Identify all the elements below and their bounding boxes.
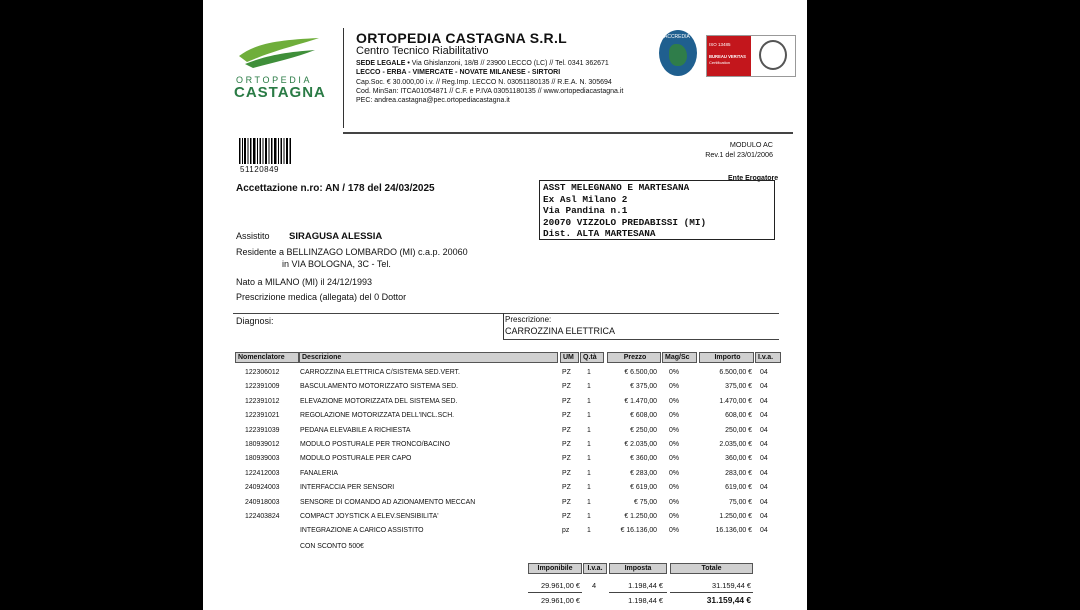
table-row [203,527,807,541]
sede-label: SEDE LEGALE • [356,60,410,67]
patient-address: in VIA BOLOGNA, 3C - Tel. [282,259,391,269]
table-row [203,470,807,484]
row-mag: 0% [669,441,679,448]
company-subtitle: Centro Tecnico Riabilitativo [356,45,489,57]
grand-totale: 31.159,44 € [706,595,751,605]
row-importo: 375,00 € [725,383,752,391]
patient-birth: Nato a MILANO (MI) il 24/12/1993 [236,277,373,287]
row-desc: ELEVAZIONE MOTORIZZATA DEL SISTEMA SED. [300,397,458,405]
row-qty: 1 [587,498,591,506]
header-rule [343,132,793,134]
row-price: € 375,00 [630,383,657,391]
row-desc: CARROZZINA ELETTRICA C/SISTEMA SED.VERT. [300,369,460,376]
row-iva: 04 [760,383,768,391]
row-code: 122403824 [245,513,280,520]
row-code: 122391009 [245,383,280,391]
ente-erogatore-box [539,180,775,240]
table-row [203,398,807,412]
totals-totale: 31.159,44 € [711,581,751,590]
logo-line1: ORTOPEDIA [236,75,313,85]
totals-imposta: 1.198,44 € [628,581,663,590]
logo-line2: CASTAGNA [234,84,326,101]
row-iva: 04 [760,426,768,434]
totals-header-imponibile: Imponibile [528,563,582,574]
row-desc: SENSORE DI COMANDO AD AZIONAMENTO MECCAN [300,498,476,506]
row-mag: 0% [669,527,679,535]
company-logo-leaf-icon [235,34,325,70]
row-iva: 04 [760,513,768,520]
row-mag: 0% [669,469,679,477]
row-mag: 0% [669,397,679,405]
row-importo: 6.500,00 € [719,369,752,376]
pec: PEC: andrea.castagna@pec.ortopediacastagna.it [356,97,510,105]
row-um: PZ [562,469,571,477]
diagnosis-rule [233,313,779,314]
ente-line: 20070 VIZZOLO PREDABISSI (MI) [543,216,707,228]
row-importo: 283,00 € [725,469,752,477]
row-um: PZ [562,455,571,463]
row-price: € 608,00 [630,412,657,420]
row-iva: 04 [760,441,768,448]
row-qty: 1 [587,513,591,520]
cod-minsan: Cod. MinSan: ITCA01054871 // C.F. e P.IVA 03051180135 // www.ortopediacastagna.it [356,87,624,95]
row-iva: 04 [760,469,768,477]
table-row [203,513,807,527]
totals-rule [670,592,753,593]
row-iva: 04 [760,498,768,506]
row-iva: 04 [760,397,768,405]
row-desc: MODULO POSTURALE PER TRONCO/BACINO [300,441,450,448]
row-qty: 1 [587,527,591,535]
locations: LECCO - ERBA - VIMERCATE - NOVATE MILANESE - SIRTORI [356,69,561,77]
ente-line: Ex Asl Milano 2 [543,193,628,205]
row-code: 122391021 [245,412,280,420]
row-desc: PEDANA ELEVABILE A RICHIESTA [300,426,411,434]
row-desc: REGOLAZIONE MOTORIZZATA DELL'INCL.SCH. [300,412,455,420]
row-um: PZ [562,397,571,405]
row-iva: 04 [760,455,768,463]
row-iva: 04 [760,369,768,376]
row-importo: 2.035,00 € [719,441,752,448]
cap-soc: Cap.Soc. € 30.000,00 i.v. // Reg.Imp. LECCO N. 03051180135 // R.E.A. N. 305694 [356,78,612,86]
barcode-icon [239,138,291,164]
module-code: MODULO AC [729,140,773,149]
company-details [356,59,623,105]
row-um: PZ [562,484,571,492]
acceptance-number: Accettazione n.ro: AN / 178 del 24/03/2025 [236,183,435,194]
diagnosis-label: Diagnosi: [236,316,274,326]
row-importo: 360,00 € [725,455,752,463]
row-price: € 1.470,00 [624,397,657,405]
table-row [203,455,807,469]
discount-note: CON SCONTO 500€ [300,543,364,550]
row-code: 240918003 [245,498,280,506]
row-qty: 1 [587,412,591,420]
row-um: PZ [562,498,571,506]
row-um: PZ [562,369,571,376]
accredia-logo-icon [659,30,697,76]
col-header-importo: Importo [699,352,754,363]
row-importo: 250,00 € [725,426,752,434]
diagnosis-divider [503,313,504,339]
row-price: € 2.035,00 [624,441,657,448]
row-code: 180939012 [245,441,280,448]
accredia-label: ACCREDIA [664,34,690,40]
row-mag: 0% [669,426,679,434]
row-mag: 0% [669,484,679,492]
row-price: € 75,00 [634,498,657,506]
row-importo: 75,00 € [729,498,752,506]
row-code: 180939003 [245,455,280,463]
row-qty: 1 [587,441,591,448]
patient-residence: Residente a BELLINZAGO LOMBARDO (MI) c.a.p. 20060 [236,247,468,257]
row-qty: 1 [587,383,591,391]
grand-imponibile: 29.961,00 € [540,596,580,605]
col-header-iva: I.v.a. [755,352,781,363]
row-importo: 16.136,00 € [715,527,752,535]
totals-iva-rate: 4 [592,581,597,590]
sede-address: Via Ghislanzoni, 18/B // 23900 LECCO (LC) // Tel. 0341 362671 [411,60,609,67]
module-revision: Rev.1 del 23/01/2006 [705,150,773,159]
prescription-by: Prescrizione medica (allegata) del 0 Dottor [236,292,407,302]
row-iva: 04 [760,412,768,420]
row-mag: 0% [669,369,679,376]
veritas-cert-label: Certification [709,60,731,65]
row-price: € 1.250,00 [624,513,657,520]
row-code: 122412003 [245,469,280,477]
col-header-prezzo: Prezzo [607,352,661,363]
row-price: € 250,00 [630,426,657,434]
col-header-um: UM [560,352,579,363]
table-row [203,427,807,441]
col-header-mag: Mag/Sc [662,352,697,363]
table-row [203,369,807,383]
company-name: ORTOPEDIA CASTAGNA S.R.L [356,30,567,46]
row-iva: 04 [760,484,768,492]
row-um: PZ [562,383,571,391]
grand-imposta: 1.198,44 € [628,596,663,605]
table-row [203,499,807,513]
row-importo: 1.250,00 € [719,513,752,520]
row-qty: 1 [587,369,591,376]
row-price: € 360,00 [630,455,657,463]
ente-line: ASST MELEGNANO E MARTESANA [543,182,690,193]
row-price: € 6.500,00 [624,369,657,376]
row-code: 122306012 [245,369,280,376]
ente-label: Ente Erogatore [728,175,779,182]
row-mag: 0% [669,513,679,520]
totals-header-totale: Totale [670,563,753,574]
table-row [203,412,807,426]
totals-header-imposta: Imposta [609,563,667,574]
row-um: pz [562,527,570,535]
col-header-qty: Q.tà [580,352,604,363]
row-code: 122391039 [245,426,280,434]
row-mag: 0% [669,498,679,506]
row-price: € 619,00 [630,484,657,492]
row-desc: FANALERIA [300,469,338,477]
row-mag: 0% [669,383,679,391]
ente-line: Dist. ALTA MARTESANA [543,228,656,239]
totals-imponibile: 29.961,00 € [540,581,580,590]
bureau-veritas-logo-icon [706,35,796,77]
patient-label: Assistito [236,231,270,241]
ente-line: Via Pandina n.1 [543,205,628,216]
row-importo: 1.470,00 € [719,397,752,405]
col-header-nomenclatore: Nomenclatore [235,352,299,363]
veritas-name-label: BUREAU VERITAS [709,54,746,59]
prescription-value: CARROZZINA ELETTRICA [505,326,616,336]
col-header-descrizione: Descrizione [299,352,558,363]
barcode-number: 51120849 [240,165,279,174]
row-mag: 0% [669,455,679,463]
table-row [203,441,807,455]
row-code: 122391012 [245,397,280,405]
row-price: € 283,00 [630,469,657,477]
row-um: PZ [562,412,571,420]
totals-rule [609,592,667,593]
row-um: PZ [562,426,571,434]
totals-rule [528,592,582,593]
table-row [203,484,807,498]
patient-name: SIRAGUSA ALESSIA [289,231,383,242]
row-price: € 16.136,00 [620,527,657,535]
row-desc: INTERFACCIA PER SENSORI [300,484,395,492]
row-desc: INTEGRAZIONE A CARICO ASSISTITO [300,527,424,535]
row-qty: 1 [587,455,591,463]
row-desc: BASCULAMENTO MOTORIZZATO SISTEMA SED. [300,383,458,391]
row-um: PZ [562,513,571,520]
row-qty: 1 [587,484,591,492]
row-qty: 1 [587,397,591,405]
row-desc: COMPACT JOYSTICK A ELEV.SENSIBILITA' [300,513,439,520]
row-qty: 1 [587,426,591,434]
header-divider [343,28,344,128]
document-page [203,0,807,610]
prescription-rule [503,339,779,340]
row-mag: 0% [669,412,679,420]
row-importo: 619,00 € [725,484,752,492]
veritas-iso-label: ISO 13485 [709,42,731,47]
prescription-label: Prescrizione: [505,315,552,324]
row-code: 240924003 [245,484,280,492]
row-iva: 04 [760,527,768,535]
table-row [203,383,807,397]
row-um: PZ [562,441,571,448]
row-desc: MODULO POSTURALE PER CAPO [300,455,412,463]
row-importo: 608,00 € [725,412,752,420]
row-qty: 1 [587,469,591,477]
totals-header-iva: I.v.a. [583,563,607,574]
